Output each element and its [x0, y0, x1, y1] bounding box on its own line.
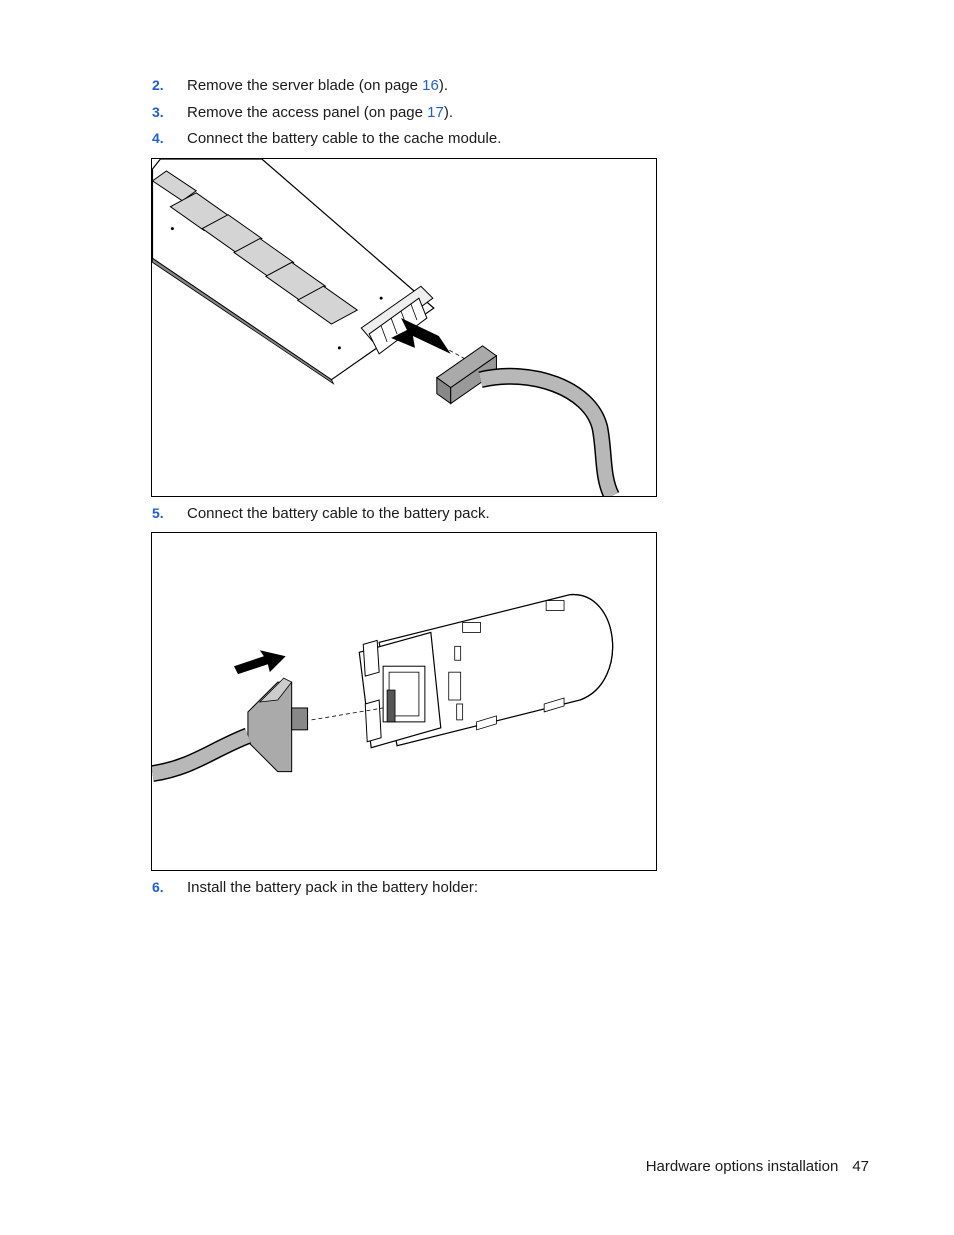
step-text: Connect the battery cable to the battery pack. — [187, 505, 490, 522]
step-number: 4. — [152, 130, 164, 146]
page-link-16[interactable]: 16 — [422, 77, 439, 94]
step-text: Install the battery pack in the battery holder: — [187, 879, 478, 896]
page-link-17[interactable]: 17 — [427, 104, 444, 121]
step-number: 6. — [152, 879, 164, 895]
step-text: Remove the access panel (on page — [187, 104, 428, 121]
cache-module-illustration — [152, 159, 656, 496]
step-2 — [152, 75, 448, 95]
step-4 — [152, 128, 501, 148]
footer-section-title: Hardware options installation — [645, 1158, 839, 1175]
figure-battery-pack — [151, 532, 657, 871]
step-6 — [152, 877, 478, 897]
step-number: 5. — [152, 505, 164, 521]
step-5 — [152, 503, 490, 523]
step-3 — [152, 102, 453, 122]
battery-pack-illustration — [152, 533, 656, 870]
step-text-end: ). — [443, 104, 454, 121]
page-footer — [646, 1157, 869, 1177]
step-text: Remove the server blade (on page — [187, 77, 423, 94]
step-number: 2. — [152, 77, 164, 93]
page-number: 47 — [852, 1158, 869, 1175]
step-text: Connect the battery cable to the cache module. — [187, 130, 502, 147]
figure-cache-module — [151, 158, 657, 497]
step-text-end: ). — [438, 77, 448, 94]
step-number: 3. — [152, 104, 164, 120]
